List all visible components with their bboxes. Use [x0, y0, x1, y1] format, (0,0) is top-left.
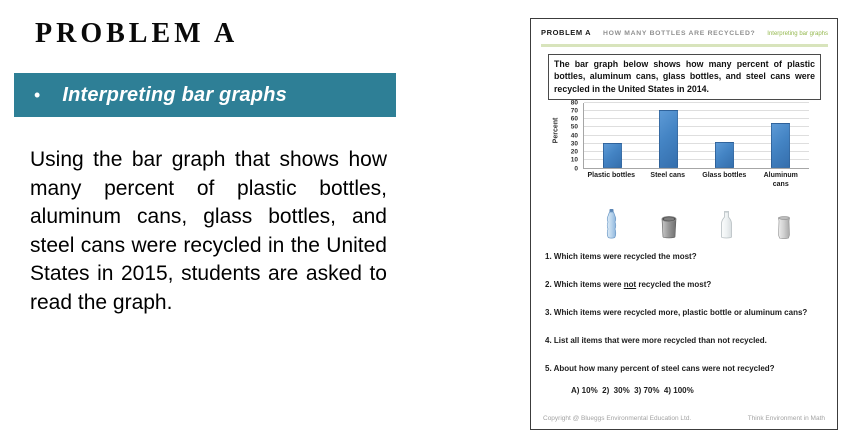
worksheet-page	[530, 18, 838, 430]
worksheet-problem-label: PROBLEM A	[541, 28, 592, 37]
chart-x-axis	[583, 172, 809, 190]
y-tick-label: 80	[570, 98, 578, 106]
glass-bottle-image	[698, 205, 756, 239]
y-tick-label: 20	[570, 148, 578, 156]
steel-can-image	[641, 205, 699, 239]
bar-glass-bottles	[715, 142, 734, 168]
x-category-label: Plastic bottles	[587, 172, 635, 179]
question-1: 1. Which items were recycled the most?	[545, 252, 697, 261]
y-tick-label: 70	[570, 107, 578, 114]
header-rule	[541, 44, 828, 47]
question-5-options: A) 10% 2) 30% 3) 70% 4) 100%	[571, 386, 694, 395]
bar-steel-cans	[659, 110, 678, 168]
chart-plot	[583, 103, 809, 169]
question-3: 3. Which items were recycled more, plastic bottle or aluminum cans?	[545, 308, 808, 317]
bar-plastic-bottles	[603, 143, 622, 168]
question-2-underlined-word: not	[623, 280, 637, 289]
worksheet-title: HOW MANY BOTTLES ARE RECYCLED?	[603, 30, 756, 37]
footer-tagline: Think Environment in Math	[747, 415, 825, 422]
description-paragraph: Using the bar graph that shows how many percent of plastic bottles, aluminum cans, glass bottles, and steel cans were recycled in the United States in 2015, students are asked to read the graph.	[30, 148, 387, 314]
worksheet-footer	[543, 415, 825, 422]
chart-y-axis-title: Percent	[552, 117, 560, 144]
chart-y-axis	[563, 98, 581, 172]
bullet-icon: •	[34, 84, 41, 105]
item-images-row	[583, 205, 813, 239]
y-tick-label: 50	[570, 123, 578, 131]
plastic-bottle-image	[583, 205, 641, 239]
question-2-suffix: recycled the most?	[636, 280, 712, 289]
question-2-prefix: 2. Which items were	[545, 280, 624, 289]
y-tick-label: 40	[570, 131, 578, 139]
y-tick-label: 0	[574, 164, 578, 172]
question-4: 4. List all items that were more recycled than not recycled.	[545, 336, 767, 345]
y-tick-label: 30	[570, 140, 578, 147]
topic-banner	[14, 73, 396, 117]
topic-banner-label: Interpreting bar graphs	[62, 83, 287, 106]
bar-cell	[640, 103, 696, 168]
copyright-text: Copyright @ Blueggs Environmental Education Ltd.	[543, 415, 692, 422]
intro-text-box: The bar graph below shows how many percent of plastic bottles, aluminum cans, glass bottles, and steel cans were recycled in the United States in 2014.	[548, 54, 821, 100]
worksheet-header	[541, 28, 828, 37]
bar-cell	[753, 103, 809, 168]
y-tick-label: 60	[570, 115, 578, 123]
x-category-label: Aluminum cans	[763, 172, 798, 188]
bar-aluminum-cans	[771, 123, 790, 168]
slide-title: PROBLEM A	[35, 18, 239, 49]
bar-cell	[697, 103, 753, 168]
bar-cell	[584, 103, 640, 168]
x-category-label: Steel cans	[650, 172, 686, 179]
worksheet-topic-tag: Interpreting bar graphs	[767, 31, 828, 37]
question-5: 5. About how many percent of steel cans were not recycled?	[545, 364, 775, 373]
bar-chart	[549, 98, 815, 203]
y-tick-label: 10	[570, 156, 578, 164]
question-2	[545, 280, 825, 289]
aluminum-can-image	[756, 205, 814, 239]
x-category-label: Glass bottles	[702, 172, 747, 179]
